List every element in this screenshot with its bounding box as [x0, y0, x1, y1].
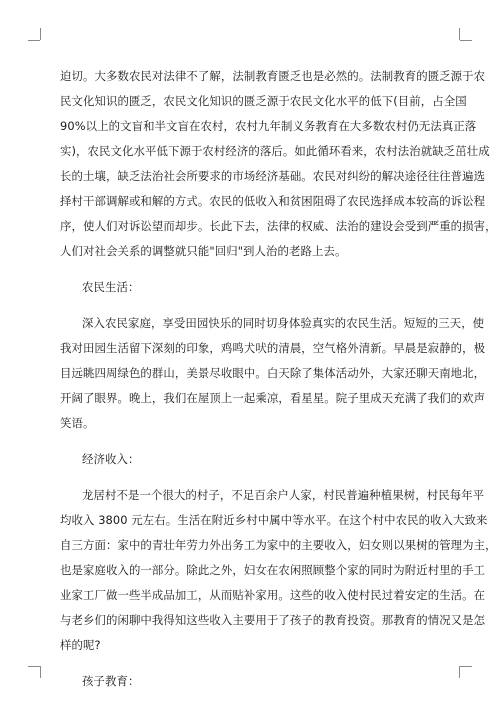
- text-line: 深入农民家庭，享受田园快乐的同时切身体验真实的农民生活。短短的三天，使: [82, 316, 485, 330]
- heading-text: 孩子教育：: [82, 674, 140, 688]
- paragraph-farmer-life: [60, 311, 486, 436]
- text-line: 开阔了眼界。晚上，我们在屋顶上一起乘凉，看星星。院子里成天充满了我们的欢声: [60, 391, 486, 405]
- text-line: 自三方面：家中的青壮年劳力外出务工为家中的主要收入，妇女则以果树的管理为主，: [60, 538, 497, 552]
- crop-mark-top-left-h: [28, 40, 40, 41]
- text-line: 笑语。: [60, 416, 95, 430]
- paragraph-income: [60, 483, 497, 658]
- section-heading-child-education: [60, 669, 442, 694]
- text-line: 迫切。大多数农民对法律不了解，法制教育匮乏也是必然的。法制教育的匮乏源于农: [60, 69, 486, 83]
- text-line: 均收入 3800 元左右。生活在附近乡村中属中等水平。在这个村中农民的收入大致来: [60, 513, 488, 527]
- text-line: 也是家庭收入的一部分。除此之外，妇女在农闲照顾整个家的同时为附近村里的手工: [60, 563, 486, 577]
- text-line: 长的土壤，缺乏法治社会所要求的市场经济基础。农民对纠纷的解决途径往往普遍选: [60, 169, 486, 183]
- text-line: 我对田园生活留下深刻的印象，鸡鸣犬吠的清晨，空气格外清新。早晨是寂静的，极: [60, 341, 486, 355]
- crop-mark-top-right-h: [460, 40, 472, 41]
- section-heading-farmer-life: [60, 275, 442, 300]
- text-line: 民文化知识的匮乏，农民文化知识的匮乏源于农民文化水平的低下(目前，占全国: [60, 94, 467, 108]
- text-line: 样的呢?: [60, 638, 101, 652]
- crop-mark-bottom-right-h: [460, 666, 472, 667]
- text-line: 序，使人们对诉讼望而却步。长此下去，法律的权威、法治的建设会受到严重的损害，: [60, 219, 497, 233]
- crop-mark-bottom-right-v: [459, 666, 460, 678]
- text-line: 实)，农民文化水平低下源于农村经济的落后。如此循环看来，农村法治就缺乏茁壮成: [60, 144, 490, 158]
- crop-mark-top-right-v: [459, 28, 460, 40]
- document-body: [60, 64, 497, 694]
- text-line: 人们对社会关系的调整就只能"回归"到人治的老路上去。: [60, 244, 347, 258]
- text-line: 择村干部调解或和解的方式。农民的低收入和贫困阻碍了农民选择成本较高的诉讼程: [60, 194, 486, 208]
- heading-text: 经济收入：: [82, 452, 140, 466]
- text-line: 业家工厂做一些半成品加工，从而贴补家用。这些的收入使村民过着安定的生活。在: [60, 588, 486, 602]
- paragraph-legal-education: [60, 64, 497, 264]
- text-line: 龙居村不是一个很大的村子，不足百余户人家，村民普遍种植果树，村民每年平: [82, 488, 485, 502]
- text-line: 与老乡们的闲聊中我得知这些收入主要用于了孩子的教育投资。那教育的情况又是怎: [60, 613, 486, 627]
- crop-mark-bottom-left-h: [28, 666, 40, 667]
- text-line: 90%以上的文盲和半文盲在农村，农村九年制义务教育在大多数农村仍无法真正落: [60, 119, 477, 133]
- crop-mark-top-left-v: [40, 28, 41, 40]
- heading-text: 农民生活：: [82, 280, 140, 294]
- text-line: 目远眺四周绿色的群山，美景尽收眼中。白天除了集体活动外，大家还聊天南地北，: [60, 366, 486, 380]
- crop-mark-bottom-left-v: [40, 666, 41, 678]
- section-heading-income: [60, 447, 442, 472]
